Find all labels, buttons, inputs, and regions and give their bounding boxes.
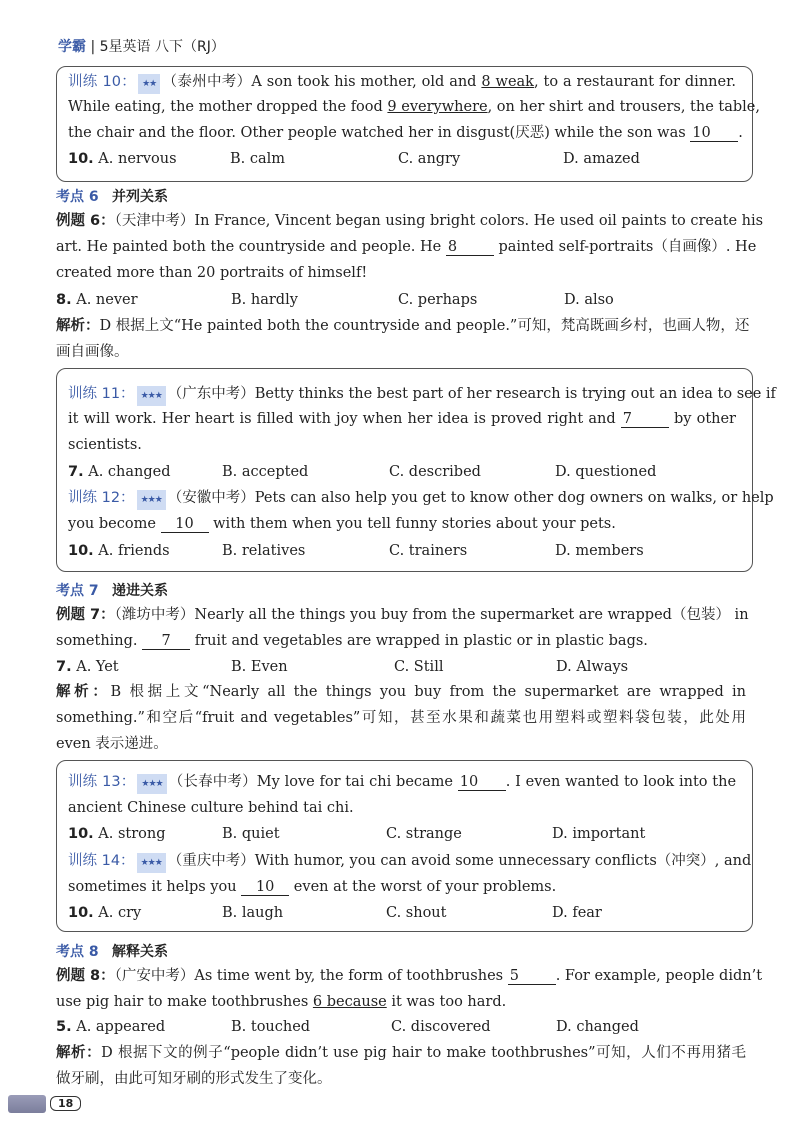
exercise-label: 训练 13： bbox=[68, 774, 136, 790]
text: Pets can also help you get to know other dog owners on walks, or help bbox=[254, 490, 774, 506]
option: B. Even bbox=[231, 659, 288, 675]
text: Nearly all the things you buy from the supermarket are wrapped（包装） in bbox=[194, 607, 749, 623]
blank: 8 bbox=[446, 239, 494, 256]
example-label: 例题 8： bbox=[56, 968, 115, 984]
question-number: 7. bbox=[56, 659, 72, 675]
text: fruit and vegetables are wrapped in plastic or in plastic bags. bbox=[190, 633, 648, 649]
exercise-label: 训练 10： bbox=[68, 74, 137, 90]
option: B. laugh bbox=[222, 905, 284, 921]
option: C. trainers bbox=[389, 543, 468, 559]
blank: 10 bbox=[458, 774, 506, 791]
option: D. also bbox=[564, 292, 614, 308]
text: painted self-portraits（自画像）. He bbox=[493, 239, 757, 255]
source: （安徽中考） bbox=[167, 490, 255, 506]
option: C. described bbox=[389, 464, 481, 480]
options-row bbox=[68, 903, 748, 923]
question-number: 10. bbox=[68, 826, 94, 842]
heading-label: 考点 6 bbox=[56, 189, 99, 205]
option: B. accepted bbox=[222, 464, 309, 480]
heading-title: 解释关系 bbox=[111, 944, 168, 960]
text: it was too hard. bbox=[386, 994, 507, 1010]
text: My love for tai chi became bbox=[256, 774, 458, 790]
exercise-label: 训练 11： bbox=[68, 386, 135, 402]
text: In France, Vincent began using bright colors. He used oil paints to create his bbox=[194, 213, 764, 229]
option: A. Yet bbox=[76, 659, 119, 675]
source: （长春中考） bbox=[168, 774, 257, 790]
text: , on her shirt and trousers, the table, bbox=[487, 99, 760, 115]
text: . bbox=[738, 125, 743, 141]
heading-label: 考点 8 bbox=[56, 944, 99, 960]
source: （广东中考） bbox=[167, 386, 255, 402]
text: with them when you tell funny stories about your pets. bbox=[208, 516, 616, 532]
option: A. never bbox=[76, 292, 138, 308]
blank: 10 bbox=[241, 879, 289, 896]
options-row bbox=[56, 1017, 736, 1037]
option: C. shout bbox=[386, 905, 447, 921]
options-row bbox=[68, 541, 748, 561]
question-number: 10. bbox=[68, 905, 94, 921]
option: D. important bbox=[552, 826, 646, 842]
text: use pig hair to make toothbrushes bbox=[56, 994, 313, 1010]
page-tab-decoration bbox=[8, 1095, 46, 1113]
analysis-label: 解析： bbox=[56, 1045, 102, 1061]
text: ancient Chinese culture behind tai chi. bbox=[68, 800, 354, 816]
text: , to a restaurant for dinner. bbox=[533, 74, 737, 90]
option: B. calm bbox=[230, 151, 286, 167]
example-label: 例题 7： bbox=[56, 607, 115, 623]
option: D. amazed bbox=[563, 151, 640, 167]
section-heading bbox=[56, 941, 168, 961]
option: A. appeared bbox=[76, 1019, 166, 1035]
option: A. friends bbox=[98, 543, 170, 559]
text: sometimes it helps you bbox=[68, 879, 242, 895]
blank: 10 bbox=[690, 125, 738, 142]
option: D. members bbox=[555, 543, 644, 559]
example-label: 例题 6： bbox=[56, 213, 115, 229]
option: D. fear bbox=[552, 905, 602, 921]
source: （泰州中考） bbox=[162, 74, 252, 90]
exercise-label: 训练 14： bbox=[68, 853, 135, 869]
options-row bbox=[56, 657, 736, 677]
logo: 学霸 bbox=[58, 39, 86, 55]
option: A. strong bbox=[98, 826, 166, 842]
analysis-text: D 根据下文的例子“people didn’t use pig hair to make toothbrushes”可知，人们不再用猪毛 bbox=[101, 1045, 747, 1061]
option: C. angry bbox=[398, 151, 461, 167]
option: A. cry bbox=[98, 905, 142, 921]
difficulty-stars-icon: ★★ bbox=[138, 74, 160, 94]
text: something. bbox=[56, 633, 143, 649]
text: even at the worst of your problems. bbox=[289, 879, 557, 895]
page-number: 18 bbox=[50, 1096, 81, 1111]
source: （重庆中考） bbox=[167, 853, 255, 869]
option: C. Still bbox=[394, 659, 444, 675]
text: scientists. bbox=[68, 437, 142, 453]
text: . For example, people didn’t bbox=[555, 968, 763, 984]
text: by other bbox=[668, 411, 736, 427]
analysis-text: even 表示递进。 bbox=[56, 736, 168, 752]
analysis-text: B 根据上文“Nearly all the things you buy from the supermarket are wrapped in bbox=[110, 684, 747, 700]
options-row bbox=[68, 824, 748, 844]
options-row bbox=[56, 290, 736, 310]
option: A. changed bbox=[88, 464, 171, 480]
blank: 5 bbox=[508, 968, 556, 985]
option: B. relatives bbox=[222, 543, 306, 559]
text: created more than 20 portraits of himself! bbox=[56, 265, 368, 281]
option: A. nervous bbox=[98, 151, 177, 167]
difficulty-stars-icon: ★★★ bbox=[137, 853, 166, 873]
text: Betty thinks the best part of her research is trying out an idea to see if bbox=[254, 386, 776, 402]
analysis-text: D 根据上文“He painted both the countryside and people.”可知，梵高既画乡村，也画人物，还 bbox=[99, 318, 750, 334]
text: . I even wanted to look into the bbox=[505, 774, 737, 790]
question-number: 10. bbox=[68, 151, 94, 167]
text: you become bbox=[68, 516, 161, 532]
section-heading bbox=[56, 580, 168, 600]
option: B. hardly bbox=[231, 292, 298, 308]
text: With humor, you can avoid some unnecessary conflicts（冲突）, and bbox=[254, 853, 752, 869]
options-row bbox=[68, 149, 748, 169]
text: A son took his mother, old and bbox=[251, 74, 482, 90]
difficulty-stars-icon: ★★★ bbox=[137, 386, 166, 406]
underlined-text: 9 everywhere bbox=[387, 99, 488, 115]
option: B. touched bbox=[231, 1019, 311, 1035]
section-heading bbox=[56, 186, 168, 206]
question-number: 7. bbox=[68, 464, 84, 480]
heading-title: 并列关系 bbox=[111, 189, 168, 205]
options-row bbox=[68, 462, 748, 482]
option: D. questioned bbox=[555, 464, 657, 480]
text: it will work. Her heart is filled with joy when her idea is proved right and bbox=[68, 411, 621, 427]
analysis-label: 解析： bbox=[56, 684, 111, 700]
option: D. Always bbox=[556, 659, 629, 675]
blank: 10 bbox=[161, 516, 209, 533]
option: D. changed bbox=[556, 1019, 639, 1035]
heading-label: 考点 7 bbox=[56, 583, 99, 599]
difficulty-stars-icon: ★★★ bbox=[137, 490, 166, 510]
blank: 7 bbox=[621, 411, 669, 428]
option: C. perhaps bbox=[398, 292, 478, 308]
text: art. He painted both the countryside and people. He bbox=[56, 239, 446, 255]
header: 学霸 | 5星英语 八下（RJ） bbox=[58, 39, 225, 55]
text: the chair and the floor. Other people watched her in disgust(厌恶) while the son was bbox=[68, 125, 691, 141]
source: （潍坊中考） bbox=[114, 607, 195, 623]
analysis-text: something.”和空后“fruit and vegetables”可知，甚至水果和蔬菜也用塑料或塑料袋包装，此处用 bbox=[56, 710, 746, 726]
difficulty-stars-icon: ★★★ bbox=[137, 774, 166, 794]
option: C. discovered bbox=[391, 1019, 491, 1035]
question-number: 10. bbox=[68, 543, 94, 559]
question-number: 5. bbox=[56, 1019, 72, 1035]
option: B. quiet bbox=[222, 826, 280, 842]
analysis-text: 画自画像。 bbox=[56, 344, 129, 360]
analysis-label: 解析： bbox=[56, 318, 100, 334]
analysis-text: 做牙刷，由此可知牙刷的形式发生了变化。 bbox=[56, 1071, 332, 1087]
underlined-text: 6 because bbox=[312, 994, 387, 1010]
question-number: 8. bbox=[56, 292, 72, 308]
source: （广安中考） bbox=[114, 968, 195, 984]
underlined-text: 8 weak bbox=[481, 74, 534, 90]
book-title: 5星英语 八下（RJ） bbox=[99, 39, 225, 55]
heading-title: 递进关系 bbox=[111, 583, 168, 599]
blank: 7 bbox=[142, 633, 190, 650]
text: As time went by, the form of toothbrushes bbox=[194, 968, 508, 984]
source: （天津中考） bbox=[114, 213, 195, 229]
text: While eating, the mother dropped the food bbox=[68, 99, 388, 115]
exercise-label: 训练 12： bbox=[68, 490, 135, 506]
option: C. strange bbox=[386, 826, 462, 842]
